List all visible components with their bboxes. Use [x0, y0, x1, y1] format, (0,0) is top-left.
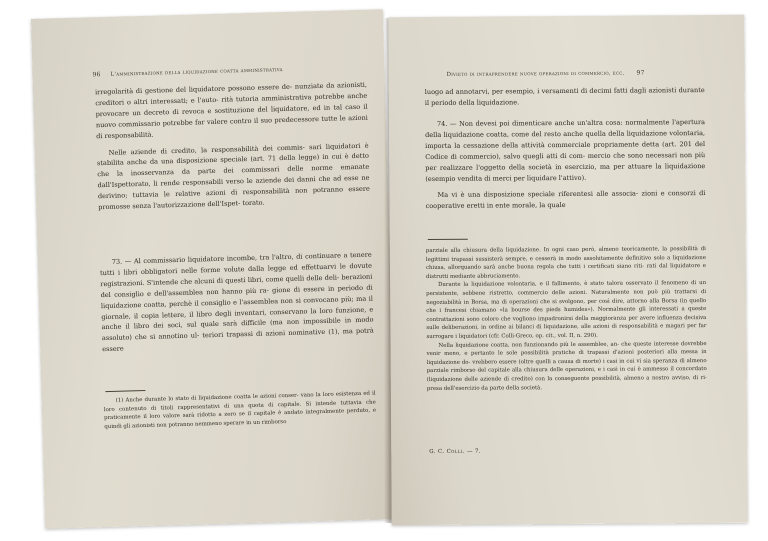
- right-page: [388, 15, 748, 525]
- footnote-text: (1) Anche durante lo stato di liquidazione coatta le azioni conser- vano la loro esistenza ed il loro contenuto di titoli rappresentativi di una quota di capitale. Si intende tuttavia che praticamente il loro valore sarà ridotto a zero se il capitale è andato integralmente perduto, e quindi gli azionisti non potranno nemmeno sperare in un rimborso: [103, 390, 377, 430]
- paragraph: irregolarità di gestione del liquidatore possono essere de- nunziate da azionisti, creditori o altri interessati; e l'auto- rità tutoria amministrativa potrebbe anche provocare un decreto di revoca e sostituzione del liquidatore, ed in tal caso il nuovo commissario potrebbe far valere contro il suo predecessore tutte le azioni di responsabilità.: [94, 80, 368, 140]
- signature-mark: G. C. Colli. — 7.: [429, 448, 481, 455]
- paragraph: Nelle aziende di credito, la responsabilità dei commis- sari liquidatori è stabilita anche da una disposizione speciale (art. 71 della legge) in cui è detto che la inosservanza da parte dei commissari delle norme emanate dall'Ispettorato, li rende responsabili verso le aziende dei danni che ad esse ne derivino; tuttavia le relative azioni di responsabilità non potranno essere promosse senza l'autorizzazione dell'Ispet- torato.: [96, 141, 370, 212]
- left-page: [31, 9, 397, 529]
- left-running-title: L'amministrazione della liquidazione coatta amministrativa: [110, 67, 283, 78]
- footnote-rule: [428, 239, 468, 240]
- right-footnote: [426, 245, 707, 393]
- right-running-title: Divieto di intraprendere nuove operazioni di commercio, ecc.: [446, 70, 625, 78]
- section-74-continuation: Ma vi è una disposizione speciale riferentesi alle associa- zioni e consorzi di cooperative eretti in ente morale, la quale: [425, 189, 706, 211]
- footnote-rule: [105, 390, 145, 392]
- left-top-text: [95, 80, 371, 220]
- right-running-head: [447, 69, 645, 77]
- footnote-paragraph: Durante la liquidazione volontaria, e il fallimento, è stato talora osservato il fenomeno di un persistente, sebbene ristretto, commercio delle azioni. Naturalmente non può più trattarsi di negoziabilità in Borsa, ma di operazioni che si svolgono, per così dire, attorno alla Borsa (in quello che i francesi chiamano «la bourse des pieds humides»). Normalmente gli interessati a queste contrattazioni sono coloro che vogliono impadronirsi della maggioranza per avere influenza decisiva sulle deliberazioni, in ordine ai bilanci di liquidazione, alle azioni di responsabilità e magari per far surrogare i liquidatori (cfr. Colli-Greco, op. cit., vol. II, n. 290).: [426, 280, 707, 340]
- right-page-number: 97: [636, 69, 645, 77]
- section-73-paragraph: 73. — Al commissario liquidatore incombe, tra l'altro, di continuare a tenere tutti i libri obbligatori nelle forme volute dalla legge ed effettuarvi le dovute registrazioni. S'intende che alcuni di questi libri, come quelli delle deli- berazioni del consiglio e dell'assemblea non hanno più ra- gione di essere in periodo di liquidazione coatta, perchè il consiglio e l'assemblea non si convocano più; ma il giornale, il copia lettere, il libro degli inventari, conservano la loro funzione, e anche il libro dei soci, sul quale sarà difficile (ma non impossibile in modo assoluto) che si annotino ul- teriori trapassi di azioni nominative (1), ma potrà essere: [99, 250, 374, 354]
- footnote-paragraph: Nella liquidazione coatta, non funzionando più le assemblee, an- che queste interesse dovrebbe venir meno, e pertanto le sole possibilità pratiche di trapassi d'azioni posteriori alla messa in liquidazione do- vrebbero essere (oltre quelli a causa di morte) i casi in cui vi sia speranza di almeno parziale rimborso del capitale alla chiusura delle operazioni, e i casi in cui è ammesso il concordato (liquidazione delle aziende di credito) con la conseguente possibilità, almeno a nostro avviso, di ri- presa dell'esercizio da parte della società.: [426, 340, 707, 392]
- left-section-73: [100, 250, 375, 362]
- section-74-paragraph: 74. — Non devesi poi dimenticare anche un'altra cosa: normalmente l'apertura della liquidazione coatta, come del resto anche quella della liquidazione volontaria, importa la cessazione della attività commerciale propriamente detta (art. 201 del Codice di commercio), salvo quegli atti di com- mercio che sono necessari non più per realizzare l'oggetto della società in esercizio, ma per attuare la liquidazione (esempio vendita di merci per liquidare l'attivo).: [425, 118, 706, 183]
- left-footnote: [104, 390, 377, 432]
- right-section-74: [425, 117, 706, 218]
- right-top-text: [425, 85, 705, 115]
- paragraph: luogo ad annotarvi, per esempio, i versamenti di decimi fatti dagli azionisti durante il periodo della liquidazione.: [424, 86, 705, 107]
- left-page-number: 96: [92, 71, 101, 79]
- footnote-paragraph: parziale alla chiusura della liquidazione. In ogni caso però, almeno teoricamente, la possibilità di legittimi trapassi sussisterà sempre, e cesserà in modo assolutamente definitivo solo a liquidazione chiusa, allorquando sarà anche buona regola che tutti i certificati siano riti- rati dal liquidatore e distrutti mediante abbruciamento.: [425, 246, 706, 280]
- left-running-head: [92, 66, 282, 78]
